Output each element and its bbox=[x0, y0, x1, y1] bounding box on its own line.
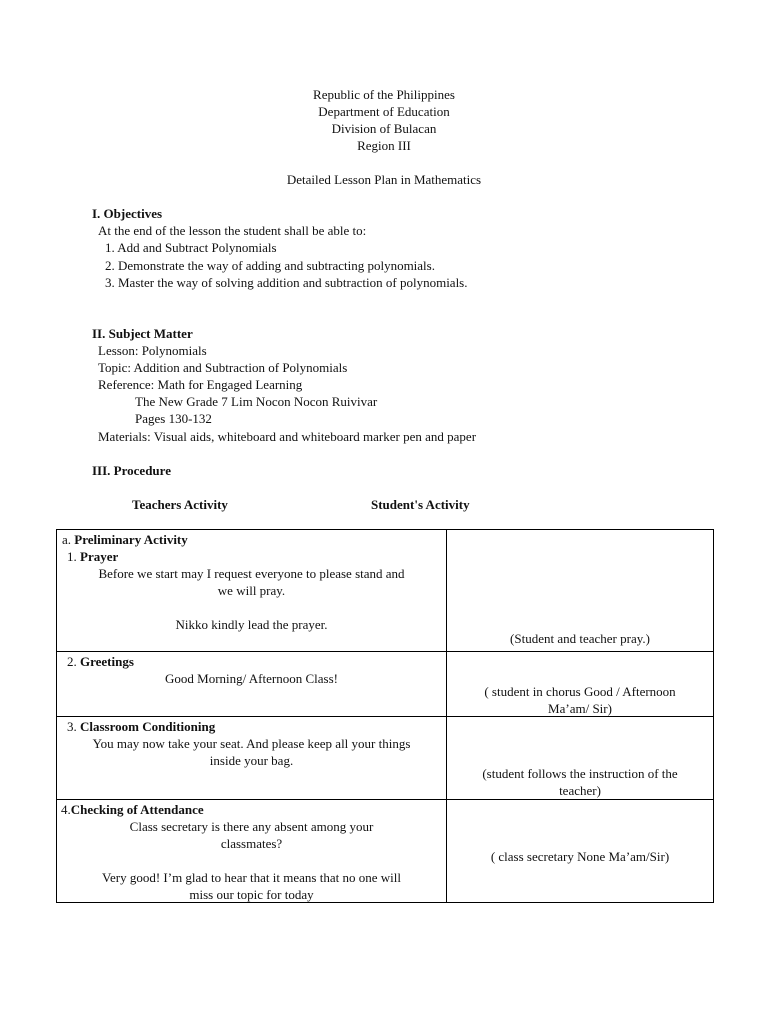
teacher-line bbox=[57, 599, 446, 616]
student-line: teacher) bbox=[559, 783, 601, 798]
teacher-line: Good Morning/ Afternoon Class! bbox=[165, 671, 338, 686]
subject-pages: Pages 130-132 bbox=[135, 411, 212, 426]
greetings-label: Greetings bbox=[80, 654, 134, 669]
student-activity-header: Student's Activity bbox=[371, 497, 470, 512]
teacher-activity-header: Teachers Activity bbox=[132, 497, 228, 512]
document-title: Detailed Lesson Plan in Mathematics bbox=[286, 172, 482, 187]
table-row bbox=[57, 652, 714, 717]
teacher-line: Nikko kindly lead the prayer. bbox=[175, 617, 328, 632]
teacher-cell bbox=[57, 652, 447, 717]
student-cell bbox=[447, 717, 714, 800]
header-region: Region III bbox=[357, 138, 411, 153]
section-label: a. Preliminary Activity bbox=[62, 532, 188, 547]
subject-lesson: Lesson: Polynomials bbox=[98, 343, 207, 358]
teacher-line: classmates? bbox=[220, 836, 283, 851]
prayer-label: Prayer bbox=[80, 549, 119, 564]
item-label: 2. Greetings bbox=[67, 654, 134, 669]
teacher-cell bbox=[57, 717, 447, 800]
subject-matter-heading: II. Subject Matter bbox=[92, 326, 193, 341]
table-row bbox=[57, 717, 714, 800]
teacher-line: inside your bag. bbox=[209, 753, 294, 768]
header-division: Division of Bulacan bbox=[331, 121, 437, 136]
teacher-line: You may now take your seat. And please keep all your things bbox=[92, 736, 411, 751]
objective-item: 1. Add and Subtract Polynomials bbox=[105, 240, 277, 255]
teacher-line: Class secretary is there any absent among your bbox=[129, 819, 374, 834]
student-line: ( student in chorus Good / Afternoon bbox=[484, 684, 676, 699]
header-republic: Republic of the Philippines bbox=[313, 87, 455, 102]
item-label: 1. Prayer bbox=[67, 549, 119, 564]
student-line: ( class secretary None Ma’am/Sir) bbox=[490, 849, 670, 864]
teacher-line bbox=[57, 852, 446, 869]
student-cell bbox=[447, 530, 714, 652]
objective-item: 3. Master the way of solving addition and subtraction of polynomials. bbox=[105, 275, 468, 290]
student-line: Ma’am/ Sir) bbox=[548, 701, 612, 716]
student-line: (Student and teacher pray.) bbox=[510, 631, 650, 646]
preliminary-activity-label: Preliminary Activity bbox=[74, 532, 188, 547]
objectives-intro: At the end of the lesson the student shall be able to: bbox=[98, 223, 367, 238]
teacher-line: Very good! I’m glad to hear that it means that no one will bbox=[102, 870, 401, 885]
item-label: 4.Checking of Attendance bbox=[61, 802, 204, 817]
teacher-line: we will pray. bbox=[217, 583, 286, 598]
objective-item: 2. Demonstrate the way of adding and subtracting polynomials. bbox=[105, 258, 435, 273]
teacher-cell bbox=[57, 530, 447, 652]
teacher-line: miss our topic for today bbox=[189, 887, 314, 902]
subject-topic: Topic: Addition and Subtraction of Polynomials bbox=[98, 360, 348, 375]
teacher-line: Before we start may I request everyone to please stand and bbox=[98, 566, 405, 581]
student-cell bbox=[447, 800, 714, 903]
procedure-heading: III. Procedure bbox=[92, 463, 171, 478]
procedure-table bbox=[56, 529, 714, 903]
objectives-heading: I. Objectives bbox=[92, 206, 163, 221]
header-department: Department of Education bbox=[318, 104, 450, 119]
student-line: (student follows the instruction of the bbox=[482, 766, 678, 781]
subject-reference: Reference: Math for Engaged Learning bbox=[98, 377, 303, 392]
student-cell bbox=[447, 652, 714, 717]
table-row bbox=[57, 800, 714, 903]
checking-attendance-label: Checking of Attendance bbox=[70, 802, 204, 817]
subject-reference-book: The New Grade 7 Lim Nocon Nocon Ruivivar bbox=[135, 394, 378, 409]
item-label: 3. Classroom Conditioning bbox=[67, 719, 216, 734]
table-row bbox=[57, 530, 714, 652]
subject-materials: Materials: Visual aids, whiteboard and whiteboard marker pen and paper bbox=[98, 429, 477, 444]
teacher-cell bbox=[57, 800, 447, 903]
classroom-conditioning-label: Classroom Conditioning bbox=[80, 719, 216, 734]
